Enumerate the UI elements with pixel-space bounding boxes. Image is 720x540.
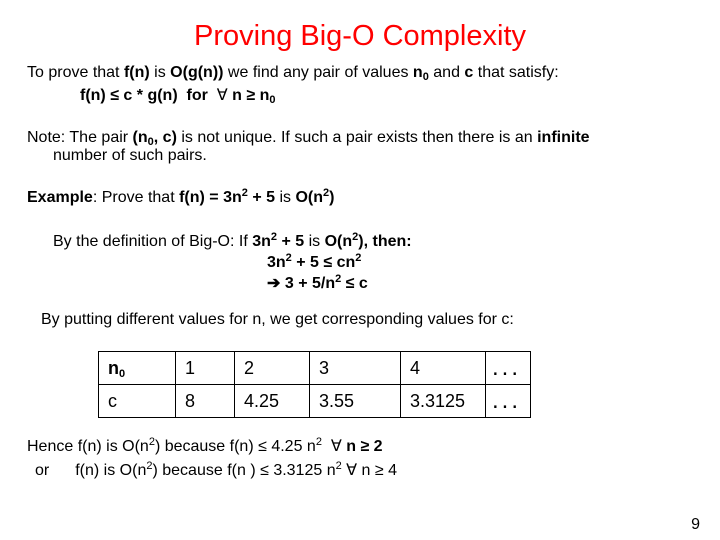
condition-line: f(n) ≤ c * g(n) for ∀ $n \ge n_0$ <box>80 87 276 106</box>
right-arrow-icon: ➔ <box>267 275 281 292</box>
table-cell: 3.55 <box>310 385 401 418</box>
example-line: Example: Prove that $f(n) = 3n^2 + 5$ is $O(n^2)$ <box>27 187 335 206</box>
table-cell-label: c <box>99 385 176 418</box>
note-line-1: Note: The pair ($n_0$, c) is not unique. If such a pair exists then there is an infinite <box>27 129 590 148</box>
table-cell: 1 <box>176 352 235 385</box>
table-cell: 3.3125 <box>401 385 486 418</box>
inequality-step-1: $3n^2 + 5 \le cn^2$ <box>267 252 362 271</box>
table-cell: 3 <box>310 352 401 385</box>
table-row-c <box>99 385 531 418</box>
or-line: or f(n) is $O(n^2)$ because f(n ) ≤ 3.3125 $n^2$ ∀ n ≥ 4 <box>35 460 398 479</box>
definition-line: By the definition of Big-O: If $3n^2 + 5$ is $O(n^2)$, then: <box>53 231 412 250</box>
putting-values-line: By putting different values for n, we get corresponding values for c: <box>41 311 514 328</box>
hence-line: Hence f(n) is $O(n^2)$ because f(n) ≤ 4.25 $n^2$ ∀ n ≥ 2 <box>27 436 383 455</box>
table-cell: 2 <box>235 352 310 385</box>
note-line-2: number of such pairs. <box>53 147 207 164</box>
table-cell: 8 <box>176 385 235 418</box>
table-cell-label: $n_0$ <box>99 352 176 385</box>
values-table <box>98 351 531 418</box>
table-cell: 4.25 <box>235 385 310 418</box>
intro-line: To prove that f(n) is O(g(n)) we find any pair of values $n_0$ and c that satisfy: <box>27 64 559 83</box>
table-cell: 4 <box>401 352 486 385</box>
table-cell-ellipsis: ... <box>486 385 531 418</box>
slide-title: Proving Big-O Complexity <box>194 20 526 52</box>
inequality-step-2: ➔ $3 + 5/n^2 \le c$ <box>267 273 368 292</box>
table-row-n0 <box>99 352 531 385</box>
page-number: 9 <box>691 516 700 533</box>
table-cell-ellipsis: ... <box>486 352 531 385</box>
